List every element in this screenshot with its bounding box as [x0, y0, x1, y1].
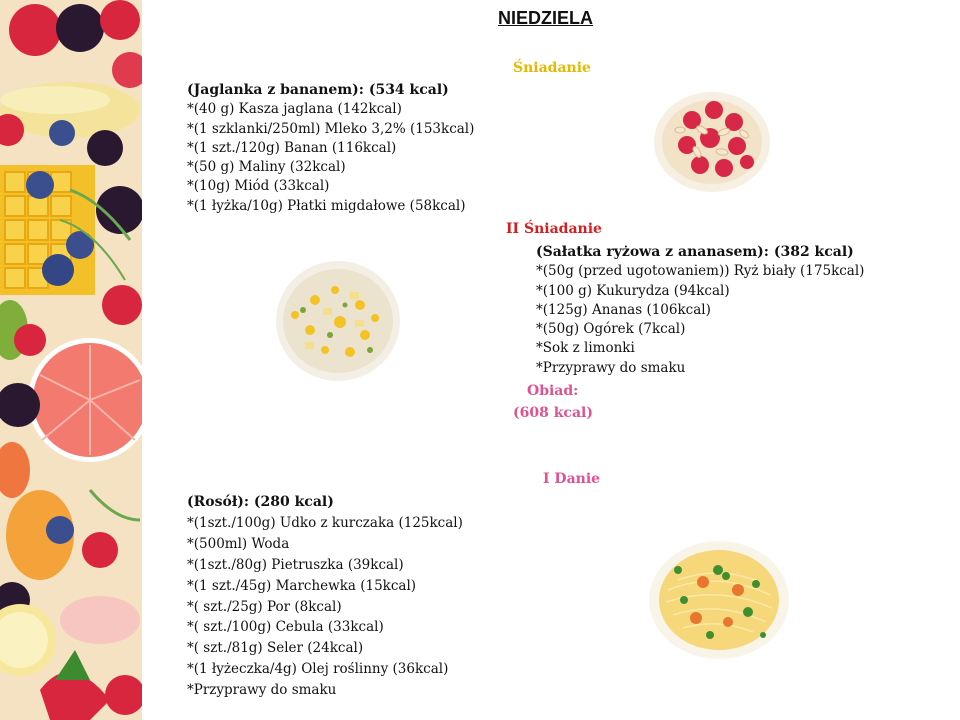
first-course-dish-title: (Rosół): (280 kcal) [187, 494, 334, 510]
ingredient-item: *(1 łyżeczka/4g) Olej roślinny (36kcal) [187, 661, 449, 678]
ingredient-item: *(40 g) Kasza jaglana (142kcal) [187, 101, 402, 118]
lunch-kcal: (608 kcal) [513, 405, 593, 421]
breakfast-dish-title: (Jaglanka z bananem): (534 kcal) [187, 82, 449, 98]
page-title: NIEDZIELA [498, 8, 594, 28]
first-course-dish-image [648, 540, 790, 664]
ingredient-item: *(1 szt./120g) Banan (116kcal) [187, 139, 397, 156]
ingredient-item: *(1 szt./45g) Marchewka (15kcal) [187, 577, 417, 594]
ingredient-item: *(1szt./80g) Pietruszka (39kcal) [187, 556, 404, 573]
ingredient-item: *(1 łyżka/10g) Płatki migdałowe (58kcal) [187, 197, 466, 214]
ingredient-item: *(1szt./100g) Udko z kurczaka (125kcal) [187, 514, 463, 531]
breakfast-dish-image [652, 90, 772, 199]
breakfast-heading: Śniadanie [513, 60, 591, 76]
breakfast-recipe [187, 81, 474, 216]
ingredient-item: *(500ml) Woda [187, 535, 290, 552]
lunch-heading: Obiad: [527, 383, 579, 399]
second-breakfast-dish-image [275, 260, 401, 386]
ingredient-item: *(50g (przed ugotowaniem)) Ryż biały (175kcal) [536, 263, 865, 280]
ingredient-item: *Sok z limonki [536, 340, 635, 357]
ingredient-item: *(125g) Ananas (106kcal) [536, 301, 711, 318]
ingredient-item: *(50g) Ogórek (7kcal) [536, 321, 686, 338]
first-course-heading: I Danie [543, 471, 601, 487]
second-breakfast-dish-title: (Sałatka ryżowa z ananasem): (382 kcal) [536, 244, 854, 260]
second-breakfast-heading: II Śniadanie [506, 221, 602, 237]
ingredient-item: *Przyprawy do smaku [187, 682, 337, 699]
ingredient-item: *(10g) Miód (33kcal) [187, 178, 330, 195]
ingredient-item: *Przyprawy do smaku [536, 359, 686, 376]
ingredient-item: *( szt./25g) Por (8kcal) [187, 598, 342, 615]
ingredient-item: *(50 g) Maliny (32kcal) [187, 159, 346, 176]
first-course-recipe [187, 492, 463, 701]
ingredient-item: *(100 g) Kukurydza (94kcal) [536, 282, 730, 299]
ingredient-item: *(1 szklanki/250ml) Mleko 3,2% (153kcal) [187, 120, 475, 137]
fruit-illustration [0, 0, 142, 720]
fruit-photo-strip [0, 0, 142, 720]
ingredient-item: *( szt./100g) Cebula (33kcal) [187, 619, 384, 636]
second-breakfast-recipe [536, 243, 864, 378]
ingredient-item: *( szt./81g) Seler (24kcal) [187, 640, 364, 657]
